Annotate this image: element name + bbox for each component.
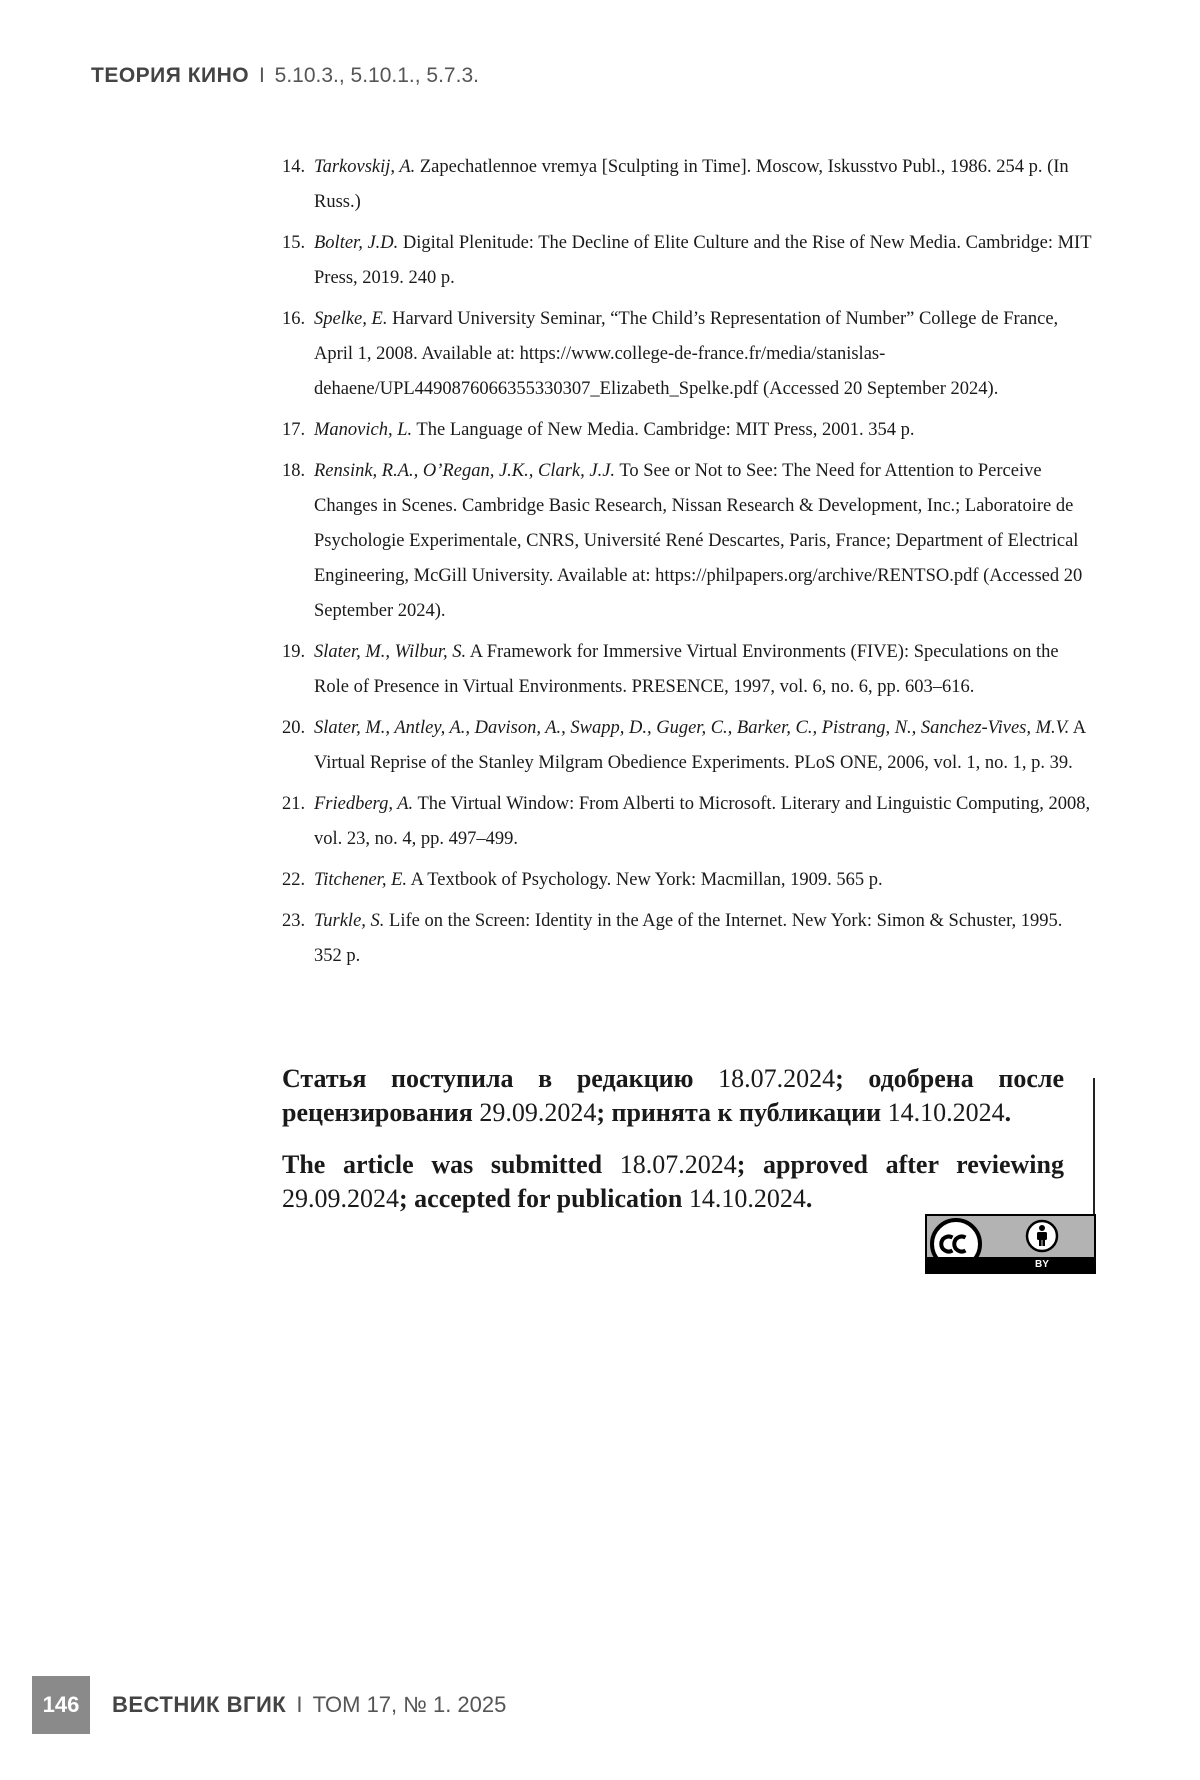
accepted-date: 14.10.2024 [887, 1098, 1005, 1127]
reference-item [282, 863, 1092, 898]
footer-separator: I [296, 1692, 303, 1717]
reference-item [282, 635, 1092, 705]
reference-authors: Friedberg, A. [314, 794, 414, 814]
submission-note-ru [282, 1062, 1064, 1130]
reference-authors: Titchener, E. [314, 870, 408, 890]
reference-authors: Slater, M., Antley, A., Davison, A., Swapp, D., Guger, C., Barker, C., Pistrang, N., Sanchez-Vives, M.V. [314, 718, 1070, 738]
note-text: . [805, 1184, 813, 1213]
note-text: Статья поступила в редакцию [282, 1064, 719, 1093]
reference-number: 15. [282, 233, 306, 253]
volume-issue: ТОМ 17, № 1. 2025 [312, 1692, 507, 1717]
submission-note-en [282, 1148, 1064, 1216]
section-title: ТЕОРИЯ КИНО [91, 64, 250, 87]
license-label: BY [1035, 1259, 1049, 1270]
reference-item [282, 150, 1092, 220]
reference-text: Digital Plenitude: The Decline of Elite Culture and the Rise of New Media. Cambridge: MIT Press, 2019. 240 p. [314, 233, 1092, 288]
by-person-icon [1025, 1219, 1059, 1253]
cc-by-license-badge [925, 1214, 1096, 1274]
page-number: 146 [32, 1676, 90, 1734]
journal-name: ВЕСТНИК ВГИК [112, 1692, 287, 1717]
reference-text: To See or Not to See: The Need for Attention to Perceive Changes in Scenes. Cambridge Basic Research, Nissan Research & Development, Inc.; Laboratoire de Psychologie Experimentale, CNRS, Université René Descartes, Paris, France; Department of Electrical Engineering, McGill University. Available at: https://philpapers.org/archive/RENTSO.pdf (Accessed 20 September 2024). [314, 461, 1083, 621]
page-footer [32, 1676, 506, 1734]
reference-number: 23. [282, 911, 306, 931]
subject-codes: 5.10.3., 5.10.1., 5.7.3. [274, 64, 479, 87]
reference-number: 22. [282, 870, 306, 890]
reference-item [282, 787, 1092, 857]
reference-item [282, 904, 1092, 974]
reference-authors: Turkle, S. [314, 911, 385, 931]
badge-label-bar [927, 1257, 1094, 1272]
note-text: The article was submitted [282, 1150, 620, 1179]
received-date: 18.07.2024 [718, 1064, 836, 1093]
reference-text: The Language of New Media. Cambridge: MIT Press, 2001. 354 p. [412, 420, 915, 440]
reference-text: The Virtual Window: From Alberti to Microsoft. Literary and Linguistic Computing, 2008, vol. 23, no. 4, pp. 497–499. [314, 794, 1091, 849]
reference-list [282, 150, 1092, 980]
header-separator: I [258, 64, 265, 87]
running-header [91, 64, 479, 88]
note-text: . [1004, 1098, 1012, 1127]
reference-number: 14. [282, 157, 306, 177]
reference-number: 20. [282, 718, 306, 738]
notes-divider [1093, 1078, 1095, 1214]
reviewed-date: 29.09.2024 [282, 1184, 399, 1213]
reference-item [282, 413, 1092, 448]
reviewed-date: 29.09.2024 [479, 1098, 597, 1127]
reference-number: 17. [282, 420, 306, 440]
reference-authors: Bolter, J.D. [314, 233, 399, 253]
reference-number: 18. [282, 461, 306, 481]
reference-text: Life on the Screen: Identity in the Age of the Internet. New York: Simon & Schuster, 1995. 352 p. [314, 911, 1063, 966]
reference-authors: Slater, M., Wilbur, S. [314, 642, 467, 662]
reference-number: 16. [282, 309, 306, 329]
reference-text: A Virtual Reprise of the Stanley Milgram Obedience Experiments. PLoS ONE, 2006, vol. 1, no. 1, p. 39. [314, 718, 1086, 773]
reference-item [282, 302, 1092, 407]
submission-notes [282, 1062, 1064, 1234]
reference-authors: Rensink, R.A., O’Regan, J.K., Clark, J.J. [314, 461, 616, 481]
reference-text: A Framework for Immersive Virtual Environments (FIVE): Speculations on the Role of Presence in Virtual Environments. PRESENCE, 1997, vol. 6, no. 6, pp. 603–616. [314, 642, 1059, 697]
note-text: ; accepted for publication [399, 1184, 689, 1213]
reference-number: 19. [282, 642, 306, 662]
reference-authors: Spelke, E. [314, 309, 388, 329]
reference-item [282, 226, 1092, 296]
journal-info [112, 1692, 506, 1718]
reference-item [282, 711, 1092, 781]
reference-text: Harvard University Seminar, “The Child’s Representation of Number” College de France, April 1, 2008. Available at: https://www.college-de-france.fr/media/stanislas-dehaene/UPL4490876066355330307_Elizabeth_Spelke.pdf (Accessed 20 September 2024). [314, 309, 1059, 399]
reference-text: A Textbook of Psychology. New York: Macmillan, 1909. 565 p. [407, 870, 883, 890]
reference-authors: Manovich, L. [314, 420, 413, 440]
received-date: 18.07.2024 [619, 1150, 737, 1179]
reference-number: 21. [282, 794, 306, 814]
accepted-date: 14.10.2024 [688, 1184, 806, 1213]
note-text: ; принята к публикации [596, 1098, 888, 1127]
reference-text: Zapechatlennoe vremya [Sculpting in Time]. Moscow, Iskusstvo Publ., 1986. 254 p. (In Russ.) [314, 157, 1069, 212]
reference-authors: Tarkovskij, A. [314, 157, 416, 177]
note-text: ; одобрена после рецензирования [282, 1064, 1064, 1127]
reference-item [282, 454, 1092, 629]
note-text: ; approved after reviewing [736, 1150, 1064, 1179]
